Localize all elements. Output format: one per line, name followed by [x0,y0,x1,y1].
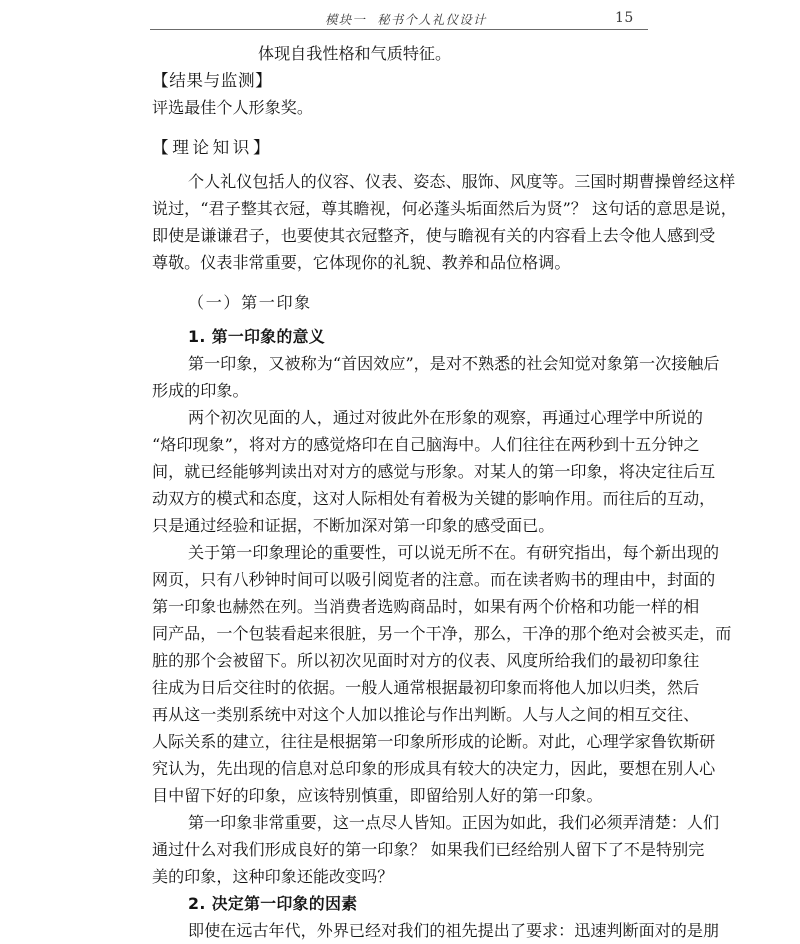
spacer [152,276,648,289]
running-head [150,10,648,30]
paragraph-definition [152,350,720,404]
heading-results: 【结果与监测】 [152,71,273,90]
spacer [152,316,648,323]
spacer [152,121,648,134]
paragraph-line: 目中留下好的印象，应该特别慎重，即留给别人好的第一印象。 [152,786,603,805]
paragraph-line: 通过什么对我们形成良好的第一印象？ 如果我们已经给别人留下了不是特别完 [152,840,705,859]
paragraph-personal-etiquette [152,168,737,276]
paragraph-line: 第一印象，又被称为“首因效应”，是对不熟悉的社会知觉对象第一次接触后 [188,354,720,373]
paragraph-line: 即使在远古年代，外界已经对我们的祖先提出了要求：迅速判断面对的是朋 [188,921,720,940]
running-head-module: 模块一 [325,12,367,27]
section-heading-first-impression: （一）第一印象 [188,293,312,312]
paragraph-line: 往成为日后交往时的依据。一般人通常根据最初印象而将他人加以归类，然后 [152,678,700,697]
results-text: 评选最佳个人形象奖。 [152,98,313,117]
paragraph-line: 究认为，先出现的信息对总印象的形成具有较大的决定力，因此，要想在别人心 [152,759,716,778]
page-number: 15 [615,10,634,26]
carryover-line: 体现自我性格和气质特征。 [258,44,452,63]
paragraph-line: 说过，“君子整其衣冠，尊其瞻视，何必蓬头垢面然后为贤”？ 这句话的意思是说， [152,199,737,218]
paragraph-line: 只是通过经验和证据，不断加深对第一印象的感受面已。 [152,516,555,535]
paragraph-line: 尊敬。仪表非常重要，它体现你的礼貌、教养和品位格调。 [152,253,571,272]
paragraph-line: 两个初次见面的人，通过对彼此外在形象的观察，再通过心理学中所说的 [188,408,703,427]
paragraph-line: 网页，只有八秒钟时间可以吸引阅览者的注意。而在读者购书的理由中，封面的 [152,570,716,589]
subheading-meaning: 1. 第一印象的意义 [188,327,326,346]
paragraph-line: 再从这一类别系统中对这个人加以推论与作出判断。人与人之间的相互交往、 [152,705,700,724]
paragraph-line: 脏的那个会被留下。所以初次见面时对方的仪表、风度所给我们的最初印象往 [152,651,700,670]
paragraph-line: 间，就已经能够判读出对对方的感觉与形象。对某人的第一印象，将决定往后互 [152,462,716,481]
paragraph-line: 动双方的模式和态度，这对人际相处有着极为关键的影响作用。而往后的互动， [152,489,716,508]
paragraph-line: 第一印象非常重要，这一点尽人皆知。正因为如此，我们必须弄清楚：人们 [188,813,720,832]
paragraph-line: 同产品，一个包装看起来很脏，另一个干净，那么，干净的那个绝对会被买走，而 [152,624,732,643]
paragraph-line: 第一印象也赫然在列。当消费者选购商品时，如果有两个价格和功能一样的相 [152,597,700,616]
spacer [152,161,648,168]
paragraph-line: 个人礼仪包括人的仪容、仪表、姿态、服饰、风度等。三国时期曹操曾经这样 [188,172,736,191]
paragraph-line: 即使是谦谦君子，也要使其衣冠整齐，使与瞻视有关的内容看上去令他人感到受 [152,226,716,245]
paragraph-line: 美的印象，这种印象还能改变吗？ [152,867,394,886]
running-head-subject: 秘书个人礼仪设计 [377,12,487,27]
paragraph-line: 形成的印象。 [152,381,249,400]
paragraph-factors [152,917,720,944]
paragraph-theory-importance [152,539,732,809]
paragraph-first-meeting [152,404,716,539]
paragraph-importance [152,809,720,890]
paragraph-line: 关于第一印象理论的重要性，可以说无所不在。有研究指出，每个新出现的 [188,543,720,562]
subheading-factors: 2. 决定第一印象的因素 [188,894,358,913]
header-rule [150,29,648,30]
paragraph-line: “烙印现象”，将对方的感觉烙印在自己脑海中。人们往往在两秒到十五分钟之 [152,435,700,454]
paragraph-line: 人际关系的建立，往往是根据第一印象所形成的论断。对此，心理学家鲁钦斯研 [152,732,716,751]
text-column [152,40,737,944]
running-head-title [325,10,487,28]
heading-theory: 【理论知识】 [152,138,274,157]
